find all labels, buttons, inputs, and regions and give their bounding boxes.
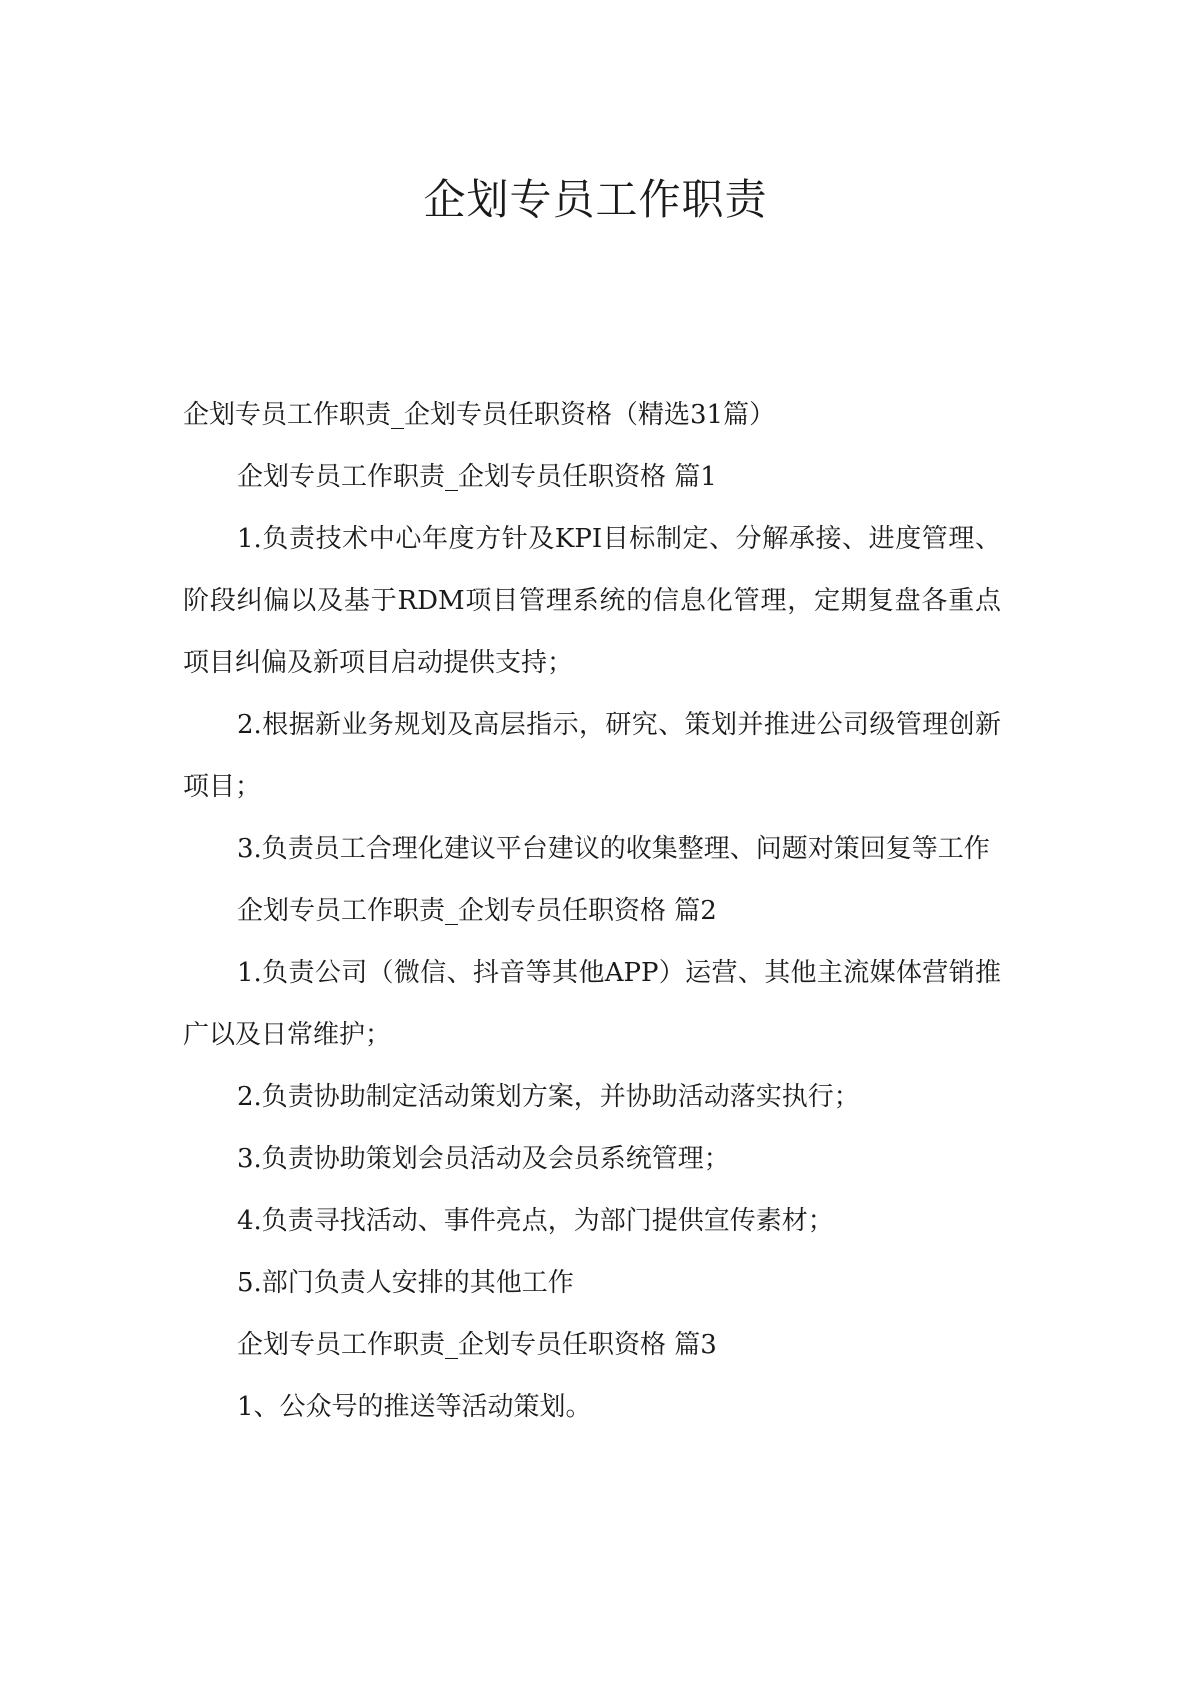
list-item: 5.部门负责人安排的其他工作 — [237, 1268, 574, 1298]
section-heading: 企划专员工作职责_企划专员任职资格 篇2 — [237, 896, 717, 926]
document-title: 企划专员工作职责 — [423, 175, 768, 224]
list-item: 2.负责协助制定活动策划方案，并协助活动落实执行； — [237, 1082, 860, 1112]
list-item: 1.负责技术中心年度方针及KPI目标制定、分解承接、进度管理、阶段纠偏以及基于RDM项目管理系统的信息化管理，定期复盘各重点项目纠偏及新项目启动提供支持； — [183, 524, 1001, 678]
section-heading: 企划专员工作职责_企划专员任职资格 篇1 — [237, 462, 717, 492]
document-subtitle: 企划专员工作职责_企划专员任职资格（精选31篇） — [183, 400, 776, 430]
list-item: 3.负责员工合理化建议平台建议的收集整理、问题对策回复等工作 — [237, 834, 990, 864]
list-item: 4.负责寻找活动、事件亮点，为部门提供宣传素材； — [237, 1206, 834, 1236]
section-heading: 企划专员工作职责_企划专员任职资格 篇3 — [237, 1330, 717, 1360]
list-item: 1、公众号的推送等活动策划。 — [237, 1392, 592, 1422]
list-item: 3.负责协助策划会员活动及会员系统管理； — [237, 1144, 730, 1174]
list-item: 2.根据新业务规划及高层指示，研究、策划并推进公司级管理创新项目； — [183, 710, 1001, 802]
list-item: 1.负责公司（微信、抖音等其他APP）运营、其他主流媒体营销推广以及日常维护； — [183, 958, 1001, 1050]
document-body — [183, 384, 1001, 1438]
